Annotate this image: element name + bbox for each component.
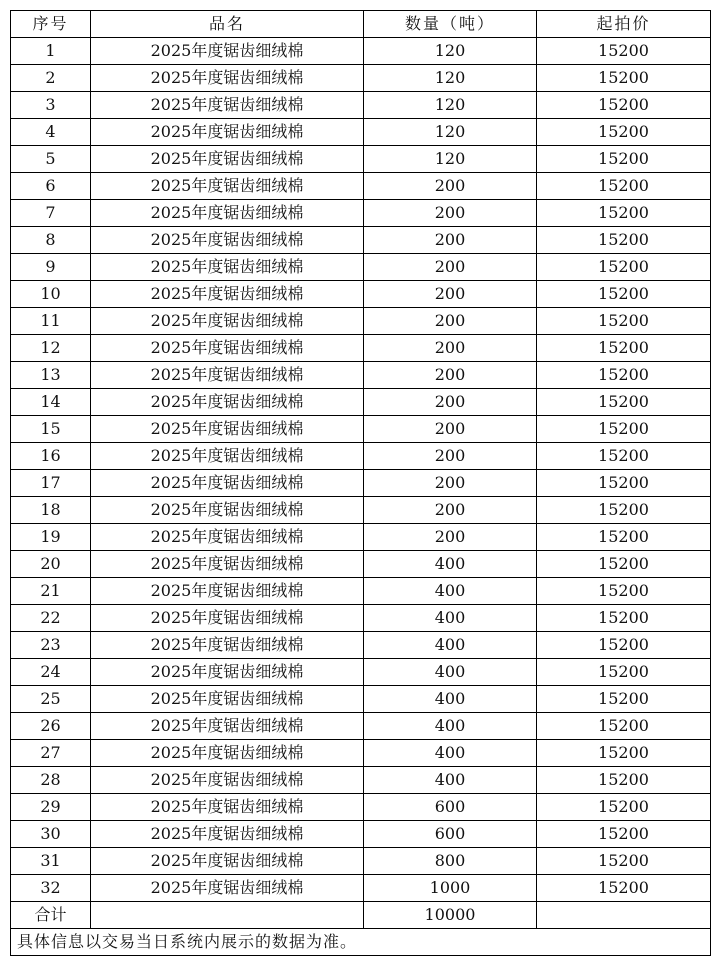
row-quantity: 400	[364, 713, 537, 740]
row-product-name: 2025年度锯齿细绒棉	[91, 254, 364, 281]
row-serial-number: 11	[11, 308, 91, 335]
row-quantity: 120	[364, 92, 537, 119]
table-row	[11, 821, 711, 848]
row-quantity: 1000	[364, 875, 537, 902]
table-row	[11, 146, 711, 173]
row-product-name: 2025年度锯齿细绒棉	[91, 389, 364, 416]
row-starting-price: 15200	[537, 173, 711, 200]
table-row	[11, 686, 711, 713]
row-starting-price: 15200	[537, 443, 711, 470]
table-row	[11, 173, 711, 200]
row-quantity: 200	[364, 200, 537, 227]
row-starting-price: 15200	[537, 686, 711, 713]
row-starting-price: 15200	[537, 254, 711, 281]
table-row	[11, 119, 711, 146]
total-row	[11, 902, 711, 929]
row-product-name: 2025年度锯齿细绒棉	[91, 875, 364, 902]
row-product-name: 2025年度锯齿细绒棉	[91, 416, 364, 443]
row-quantity: 120	[364, 38, 537, 65]
row-quantity: 200	[364, 281, 537, 308]
auction-table-container	[10, 10, 711, 956]
row-product-name: 2025年度锯齿细绒棉	[91, 605, 364, 632]
row-starting-price: 15200	[537, 578, 711, 605]
row-serial-number: 5	[11, 146, 91, 173]
row-quantity: 120	[364, 65, 537, 92]
table-row	[11, 713, 711, 740]
row-serial-number: 20	[11, 551, 91, 578]
row-quantity: 800	[364, 848, 537, 875]
table-row	[11, 551, 711, 578]
row-serial-number: 4	[11, 119, 91, 146]
table-row	[11, 470, 711, 497]
row-serial-number: 32	[11, 875, 91, 902]
row-product-name: 2025年度锯齿细绒棉	[91, 92, 364, 119]
row-serial-number: 10	[11, 281, 91, 308]
row-product-name: 2025年度锯齿细绒棉	[91, 524, 364, 551]
row-starting-price: 15200	[537, 38, 711, 65]
table-row	[11, 848, 711, 875]
row-product-name: 2025年度锯齿细绒棉	[91, 173, 364, 200]
row-quantity: 200	[364, 416, 537, 443]
row-starting-price: 15200	[537, 281, 711, 308]
row-starting-price: 15200	[537, 524, 711, 551]
table-body	[11, 38, 711, 902]
row-starting-price: 15200	[537, 227, 711, 254]
table-row	[11, 416, 711, 443]
row-product-name: 2025年度锯齿细绒棉	[91, 443, 364, 470]
table-row	[11, 200, 711, 227]
table-row	[11, 605, 711, 632]
row-quantity: 400	[364, 740, 537, 767]
row-quantity: 120	[364, 119, 537, 146]
row-quantity: 400	[364, 578, 537, 605]
table-row	[11, 335, 711, 362]
header-product-name: 品名	[91, 11, 364, 38]
row-starting-price: 15200	[537, 632, 711, 659]
row-starting-price: 15200	[537, 551, 711, 578]
row-serial-number: 7	[11, 200, 91, 227]
row-starting-price: 15200	[537, 335, 711, 362]
row-quantity: 400	[364, 551, 537, 578]
row-serial-number: 24	[11, 659, 91, 686]
row-quantity: 200	[364, 254, 537, 281]
table-row	[11, 497, 711, 524]
row-product-name: 2025年度锯齿细绒棉	[91, 740, 364, 767]
row-product-name: 2025年度锯齿细绒棉	[91, 686, 364, 713]
table-row	[11, 794, 711, 821]
table-row	[11, 38, 711, 65]
row-product-name: 2025年度锯齿细绒棉	[91, 470, 364, 497]
table-row	[11, 875, 711, 902]
total-label: 合计	[11, 902, 91, 929]
row-product-name: 2025年度锯齿细绒棉	[91, 713, 364, 740]
row-quantity: 400	[364, 659, 537, 686]
header-quantity: 数量（吨）	[364, 11, 537, 38]
row-quantity: 120	[364, 146, 537, 173]
row-product-name: 2025年度锯齿细绒棉	[91, 362, 364, 389]
row-quantity: 200	[364, 227, 537, 254]
row-starting-price: 15200	[537, 605, 711, 632]
row-quantity: 600	[364, 821, 537, 848]
row-starting-price: 15200	[537, 389, 711, 416]
row-product-name: 2025年度锯齿细绒棉	[91, 632, 364, 659]
row-product-name: 2025年度锯齿细绒棉	[91, 848, 364, 875]
row-serial-number: 30	[11, 821, 91, 848]
row-quantity: 200	[364, 443, 537, 470]
row-quantity: 200	[364, 470, 537, 497]
table-row	[11, 767, 711, 794]
row-starting-price: 15200	[537, 362, 711, 389]
row-quantity: 600	[364, 794, 537, 821]
row-starting-price: 15200	[537, 875, 711, 902]
table-row	[11, 362, 711, 389]
row-serial-number: 29	[11, 794, 91, 821]
row-starting-price: 15200	[537, 92, 711, 119]
row-product-name: 2025年度锯齿细绒棉	[91, 794, 364, 821]
table-row	[11, 578, 711, 605]
table-row	[11, 281, 711, 308]
row-serial-number: 26	[11, 713, 91, 740]
disclaimer-note: 具体信息以交易当日系统内展示的数据为准。	[11, 929, 711, 956]
row-starting-price: 15200	[537, 416, 711, 443]
row-starting-price: 15200	[537, 470, 711, 497]
row-serial-number: 22	[11, 605, 91, 632]
row-starting-price: 15200	[537, 740, 711, 767]
row-quantity: 200	[364, 497, 537, 524]
row-product-name: 2025年度锯齿细绒棉	[91, 659, 364, 686]
row-serial-number: 18	[11, 497, 91, 524]
row-product-name: 2025年度锯齿细绒棉	[91, 38, 364, 65]
row-quantity: 200	[364, 389, 537, 416]
row-starting-price: 15200	[537, 794, 711, 821]
row-serial-number: 13	[11, 362, 91, 389]
row-serial-number: 23	[11, 632, 91, 659]
row-serial-number: 17	[11, 470, 91, 497]
table-row	[11, 443, 711, 470]
header-serial-number: 序号	[11, 11, 91, 38]
table-row	[11, 740, 711, 767]
row-starting-price: 15200	[537, 119, 711, 146]
row-product-name: 2025年度锯齿细绒棉	[91, 821, 364, 848]
row-starting-price: 15200	[537, 497, 711, 524]
row-serial-number: 14	[11, 389, 91, 416]
table-row	[11, 389, 711, 416]
row-starting-price: 15200	[537, 659, 711, 686]
header-starting-price: 起拍价	[537, 11, 711, 38]
row-starting-price: 15200	[537, 146, 711, 173]
row-serial-number: 9	[11, 254, 91, 281]
row-serial-number: 3	[11, 92, 91, 119]
row-serial-number: 6	[11, 173, 91, 200]
row-serial-number: 8	[11, 227, 91, 254]
row-quantity: 400	[364, 686, 537, 713]
row-quantity: 200	[364, 173, 537, 200]
row-starting-price: 15200	[537, 848, 711, 875]
row-serial-number: 28	[11, 767, 91, 794]
row-serial-number: 27	[11, 740, 91, 767]
row-quantity: 200	[364, 335, 537, 362]
row-starting-price: 15200	[537, 767, 711, 794]
row-product-name: 2025年度锯齿细绒棉	[91, 119, 364, 146]
row-serial-number: 25	[11, 686, 91, 713]
row-product-name: 2025年度锯齿细绒棉	[91, 308, 364, 335]
row-product-name: 2025年度锯齿细绒棉	[91, 146, 364, 173]
row-product-name: 2025年度锯齿细绒棉	[91, 335, 364, 362]
table-row	[11, 632, 711, 659]
row-product-name: 2025年度锯齿细绒棉	[91, 767, 364, 794]
row-product-name: 2025年度锯齿细绒棉	[91, 497, 364, 524]
total-quantity: 10000	[364, 902, 537, 929]
row-serial-number: 31	[11, 848, 91, 875]
row-quantity: 200	[364, 362, 537, 389]
row-starting-price: 15200	[537, 821, 711, 848]
row-product-name: 2025年度锯齿细绒棉	[91, 578, 364, 605]
row-quantity: 400	[364, 632, 537, 659]
row-product-name: 2025年度锯齿细绒棉	[91, 65, 364, 92]
row-serial-number: 1	[11, 38, 91, 65]
table-row	[11, 659, 711, 686]
table-row	[11, 524, 711, 551]
row-starting-price: 15200	[537, 200, 711, 227]
row-quantity: 200	[364, 524, 537, 551]
row-product-name: 2025年度锯齿细绒棉	[91, 551, 364, 578]
auction-lot-table	[10, 10, 711, 956]
table-row	[11, 308, 711, 335]
row-serial-number: 12	[11, 335, 91, 362]
row-product-name: 2025年度锯齿细绒棉	[91, 200, 364, 227]
table-row	[11, 65, 711, 92]
row-starting-price: 15200	[537, 65, 711, 92]
table-header-row	[11, 11, 711, 38]
table-row	[11, 254, 711, 281]
row-product-name: 2025年度锯齿细绒棉	[91, 281, 364, 308]
row-serial-number: 16	[11, 443, 91, 470]
note-row	[11, 929, 711, 956]
row-serial-number: 21	[11, 578, 91, 605]
total-empty-price-cell	[537, 902, 711, 929]
row-product-name: 2025年度锯齿细绒棉	[91, 227, 364, 254]
row-serial-number: 19	[11, 524, 91, 551]
row-quantity: 400	[364, 605, 537, 632]
table-row	[11, 92, 711, 119]
table-row	[11, 227, 711, 254]
row-starting-price: 15200	[537, 713, 711, 740]
row-quantity: 400	[364, 767, 537, 794]
total-empty-cell	[91, 902, 364, 929]
row-quantity: 200	[364, 308, 537, 335]
row-serial-number: 2	[11, 65, 91, 92]
row-starting-price: 15200	[537, 308, 711, 335]
row-serial-number: 15	[11, 416, 91, 443]
